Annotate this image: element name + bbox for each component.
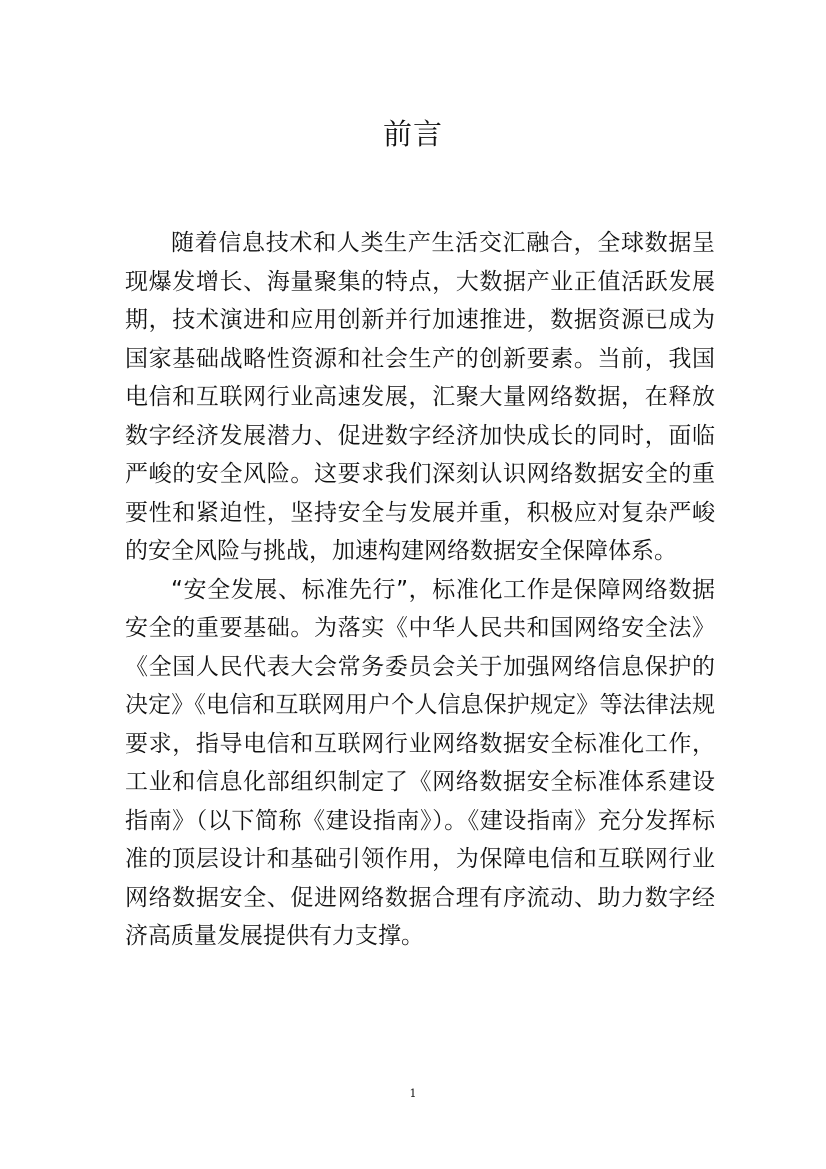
page-number: 1: [409, 1087, 417, 1100]
paragraph-1: 随着信息技术和人类生产生活交汇融合，全球数据呈现爆发增长、海量聚集的特点，大数据产业正值活跃发展期，技术演进和应用创新并行加速推进，数据资源已成为国家基础战略性资源和社会生产的创新要素。当前，我国电信和互联网行业高速发展，汇聚大量网络数据，在释放数字经济发展潜力、促进数字经济加快成长的同时，面临严峻的安全风险。这要求我们深刻认识网络数据安全的重要性和紧迫性，坚持安全与发展并重，积极应对复杂严峻的安全风险与挑战，加速构建网络数据安全保障体系。: [125, 230, 715, 564]
page-title: 前言: [382, 117, 443, 151]
body-text: [125, 224, 715, 956]
paragraph-2: “安全发展、标准先行”，标准化工作是保障网络数据安全的重要基础。为落实《中华人民共和国网络安全法》《全国人民代表大会常务委员会关于加强网络信息保护的决定》《电信和互联网用户个人信息保护规定》等法律法规要求，指导电信和互联网行业网络数据安全标准化工作，工业和信息化部组织制定了《网络数据安全标准体系建设指南》（以下简称《建设指南》）。《建设指南》充分发挥标准的顶层设计和基础引领作用，为保障电信和互联网行业网络数据安全、促进网络数据合理有序流动、助力数字经济高质量发展提供有力支撑。: [125, 576, 715, 949]
